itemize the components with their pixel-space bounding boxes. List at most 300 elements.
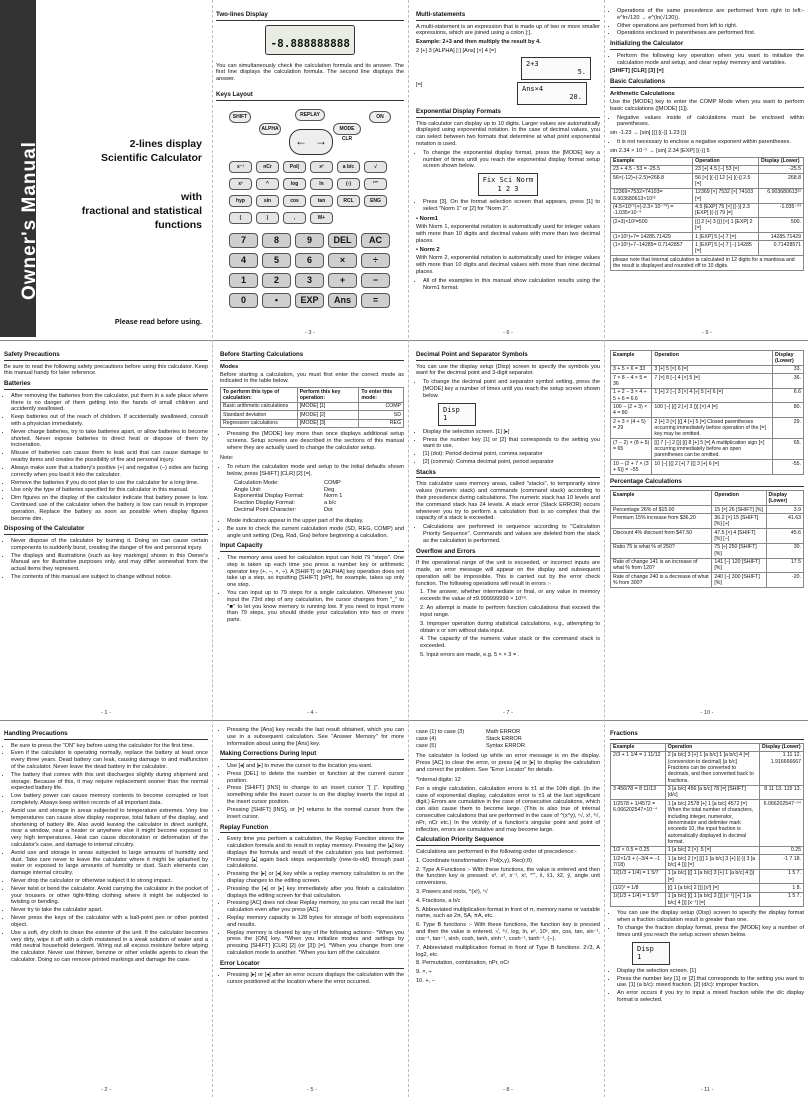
- display-line-2: 1: [443, 414, 448, 423]
- table-row: [611, 439, 804, 460]
- table-cell: 10 − {2 + 7 × (3 + 6)} = −55: [611, 460, 652, 475]
- function-key[interactable]: a b/c: [337, 161, 360, 173]
- table-header-cell: To perform this type of calculation:: [221, 388, 298, 403]
- table-cell: 7 × 8 − 4 × 5 = 36: [611, 374, 652, 389]
- paragraph: For a single calculation, calculation errors is ±1 at the 10th digit. (In the case of exponential display, calculation error is ±1 at the last significant digit.) Errors are cumulative in the case of consecutive calculations, which can also cause them to become large. (This is also true of internal consecutive calculations that are performed in the case of ^(x^y), ˣ√, x!, ³√, nPr, nCr etc.) In the vicinity of a function's singular point and point of inflection, errors are cumulative and may become large.: [416, 785, 600, 833]
- page-10: [608, 348, 806, 720]
- defaults-list: [234, 480, 404, 514]
- bullet: • Even if the calculator is operating normally, replace the battery at least once every three years. Dead battery can leak, causing damage to and malfunction of the calculator. Never leave the dead battery in the calculator.: [11, 750, 208, 770]
- bullet: • Press the number key [1] or [2] that corresponds to the setting you want to use.: [423, 437, 600, 451]
- function-key[interactable]: ^: [256, 178, 279, 190]
- section-heading: Handling Precautions: [4, 730, 208, 740]
- table-cell: 10 [−] [(] 2 [+] 7 [(] 3 [+] 6 [=]: [652, 460, 773, 475]
- number-key[interactable]: 1: [229, 273, 258, 288]
- bullet: • Avoid use and storage in areas subjected to large amounts of humidity and dust. Take care never to leave the calculator where it might be splashed by water or exposed to large amounts of humidity or dust. Such elements can damage internal circuitry.: [11, 850, 208, 877]
- cover-title-line: 2-lines display: [129, 138, 202, 150]
- key-2[interactable]: REPLAY: [295, 109, 325, 121]
- function-key[interactable]: ln: [310, 178, 333, 190]
- display-screen: [517, 82, 587, 105]
- display-line-2: 5.: [577, 68, 586, 77]
- key-3[interactable]: MODE CLR: [333, 123, 361, 135]
- function-key[interactable]: (: [229, 212, 252, 224]
- page-number: - 3 -: [305, 330, 315, 337]
- section-heading: Replay Function: [220, 824, 404, 834]
- table-row: [611, 460, 804, 475]
- table-row: [611, 884, 804, 892]
- case-error: Stack ERROR: [486, 735, 522, 742]
- table-row: [611, 233, 804, 241]
- default-setting: [234, 493, 404, 500]
- table-row: [611, 241, 804, 256]
- arrow-right-icon: →: [315, 133, 327, 148]
- bullet: • Pressing the [▸] or [◂] key while a replay memory calculation is on the display changes to the editing screen.: [227, 871, 404, 885]
- page-number: - 10 -: [700, 710, 714, 717]
- table-header-cell: Display (Lower): [758, 157, 803, 165]
- table-row: [611, 374, 804, 389]
- table-cell: 7 [×] 8 [−] 4 [×] 5 [=]: [652, 374, 773, 389]
- default-setting: [234, 500, 404, 507]
- bullet: • Calculations are performed in sequence according to "Calculation Priority Sequence". Commands and values are deleted from the stack as the calculation is performed.: [423, 524, 600, 544]
- function-key[interactable]: Pol(: [283, 161, 306, 173]
- number-key[interactable]: ×: [328, 253, 357, 268]
- function-key[interactable]: tan: [310, 195, 333, 207]
- table-cell: 1 5 7.: [759, 892, 803, 907]
- number-key[interactable]: Ans: [328, 293, 357, 308]
- table-row: [611, 869, 804, 884]
- page-6: [414, 8, 602, 340]
- table-row: [611, 418, 804, 439]
- table-header-cell: Example: [611, 491, 712, 506]
- sub-heading: *Internal digits: 12: [416, 776, 461, 783]
- function-key[interactable]: sin: [256, 195, 279, 207]
- case-error: Syntax ERROR: [486, 742, 525, 749]
- section-heading: Calculation Priority Sequence: [416, 836, 600, 846]
- section-heading: Safety Precautions: [4, 351, 208, 361]
- sub-heading: Modes: [220, 363, 239, 370]
- table-cell: 1 11 12. 1.916666667: [759, 751, 803, 785]
- page-2: [2, 727, 210, 1097]
- table-row: [611, 800, 804, 846]
- number-key[interactable]: 8: [262, 233, 291, 248]
- function-key[interactable]: nCr: [256, 161, 279, 173]
- table-header-cell: Operation: [665, 743, 759, 751]
- page-number: - 2 -: [101, 1087, 111, 1094]
- display-screen: [438, 403, 476, 426]
- bullet: • Never press the keys of the calculator with a ball-point pen or other pointed object.: [11, 915, 208, 929]
- bullet: • Pressing the [◂] or [▸] key immediately after you finish a calculation displays the editing screen for that calculation.: [227, 886, 404, 900]
- table-cell: (1/2)³ = 1/8: [611, 884, 666, 892]
- table-cell: COMP: [359, 402, 404, 410]
- paragraph: The calculator is locked up while an error message is on the display. Press [AC] to clear the error, or press [◂] or [▸] to display the calculation and correct the problem. See "Error Locator" for details.: [416, 753, 600, 774]
- table-cell: 12369×7532×74103= 6.903680613×10¹²: [611, 188, 693, 203]
- bullet: • Perform the following key operation when you want to initialize the calculation mode and setup, and clear replay memory and variables.: [617, 53, 804, 67]
- bullet: • The battery that comes with this unit discharges slightly during shipment and storage. Because of this, it may require replacement sooner than the normal expected battery life.: [11, 772, 208, 792]
- table-cell: SD: [359, 411, 404, 419]
- error-case: [416, 729, 600, 736]
- table-row: [611, 188, 804, 203]
- table-header-cell: To enter this mode:: [359, 388, 404, 403]
- priority-item: 2. Type A Functions :- With these functions, the value is entered and then the function key is pressed: x³, x², x⁻¹, x!, °'", x̂, x̂1, x̂2, ŷ, angle unit conversions.: [416, 866, 600, 887]
- bullet: • Low battery power can cause memory contents to become corrupted or lost completely. Always keep written records of all important data.: [11, 793, 208, 807]
- table-cell: Percentage 26% of $15.00: [611, 506, 712, 514]
- key-sequence: [=]: [416, 81, 423, 88]
- page-7: [414, 348, 602, 720]
- function-key[interactable]: ENG: [364, 195, 387, 207]
- keys-layout-diagram: [225, 105, 395, 315]
- display-line-1: Ans×4: [522, 84, 544, 93]
- table-row: [611, 892, 804, 907]
- table-header-cell: Display (Lower): [759, 743, 803, 751]
- table-cell: (4.5×10⁷⁵)×(-2.3× 10⁻⁷⁹) = -1.035×10⁻³: [611, 203, 693, 218]
- mode-table: [220, 387, 404, 428]
- display-line-2: 20.: [569, 93, 582, 102]
- number-key[interactable]: 5: [262, 253, 291, 268]
- table-row: [611, 165, 804, 173]
- number-key[interactable]: 9: [295, 233, 324, 248]
- percentage-table: [610, 490, 804, 587]
- number-key[interactable]: DEL: [328, 233, 357, 248]
- bullet: • Press the number key [1] or [2] that corresponds to the setting you want to use. [1] (a b/c): mixed fraction. [2] (d/c): improper fraction.: [617, 976, 804, 990]
- display-line-1: Disp: [443, 405, 460, 414]
- setup-screen: [632, 942, 804, 965]
- table-cell: 1/2578 + 1/4572 = 6.066202547×10⁻⁴: [611, 800, 666, 846]
- table-cell: [MODE] [3]: [297, 419, 359, 427]
- priority-item: 4. Fractions, a b/c: [416, 897, 461, 904]
- bullet: • You can use the display setup (Disp) screen to specify the display format when a fraction calculation result is greater than one.: [617, 910, 804, 924]
- bullet: • Replay memory capacity is 128 bytes for storage of both expressions and results.: [227, 915, 404, 929]
- function-key[interactable]: √: [364, 161, 387, 173]
- function-key[interactable]: RCL: [337, 195, 360, 207]
- table-row: [611, 403, 804, 418]
- table-cell: (7 − 2) × (8 + 5) = 65: [611, 439, 652, 460]
- number-key[interactable]: 2: [262, 273, 291, 288]
- bullet: • Use a soft, dry cloth to clean the exterior of the unit. If the calculator becomes very dirty, wipe it off with a cloth moistened in a weak solution of water and a mild neutral household detergent. Wring out all excess moisture before wiping the calculator. Never use thinner, benzine or other volatile agents to clean the calculator. Doing so can remove printed markings and damage the case.: [11, 930, 208, 964]
- bullet: • Negative values inside of calculations must be enclosed within parentheses.: [617, 115, 804, 129]
- table-cell: 56 [×] [(-)] 12 [÷] [(-)] 2.5 [=]: [693, 174, 759, 189]
- bullet: • The contents of this manual are subject to change without notice.: [11, 574, 208, 581]
- section-heading: Making Corrections During Input: [220, 750, 404, 760]
- error-item: 3. Improper operation during statistical calculations, e.g., attempting to obtain x or xσn without data input.: [420, 620, 600, 634]
- bullet: • Avoid use and storage in areas subjected to temperature extremes. Very low temperatures can cause slow display response, total failure of the display, and shortening of battery life. Also avoid leaving the calculator in direct sunlight, near a window, near a heater or anywhere else it might become exposed to very high temperatures. Heat can cause discoloration or deformation of the calculator's case, and damage to internal circuitry.: [11, 808, 208, 849]
- page-4: [218, 348, 406, 720]
- setting-value: Deg: [324, 486, 335, 493]
- section-heading: Basic Calculations: [610, 78, 804, 88]
- bullet: • Display the selection screen. [1] [▸]: [423, 429, 600, 436]
- section-heading: Initializing the Calculator: [610, 40, 804, 50]
- table-row: [221, 402, 404, 410]
- cover-subtitle-line: fractional and statistical: [81, 205, 202, 218]
- bullet: • Mode indicators appear in the upper part of the display.: [227, 518, 404, 525]
- table-cell: Rate of change 141 is an increase of what % from 120?: [611, 558, 712, 573]
- bullet: • Pressing [SHIFT] [INS], or [=] returns to the normal cursor from the insert cursor.: [227, 807, 404, 821]
- function-key[interactable]: ): [256, 212, 279, 224]
- page-5: [218, 727, 406, 1097]
- bullet: • Remove the batteries if you do not plan to use the calculator for a long time.: [11, 480, 208, 487]
- arithmetic-table: [610, 157, 804, 271]
- table-row: [611, 751, 804, 785]
- case-error: Math ERROR: [486, 729, 521, 735]
- cover-spine: [0, 0, 40, 337]
- function-key[interactable]: °'": [364, 178, 387, 190]
- table-cell: 56×(-12)÷(-2.5)=268.8: [611, 174, 693, 189]
- column-divider: [604, 0, 605, 1097]
- table-cell: 2 + 3 × (4 + 5) = 29: [611, 418, 652, 439]
- table-cell: 3 [a b/c] 456 [a b/c] 78 [=] [SHIFT] [d/c]: [665, 785, 759, 800]
- bullet: • To change the fraction display format, press the [MODE] key a number of times until you reach the setup screen shown below.: [617, 925, 804, 939]
- function-key[interactable]: cos: [283, 195, 306, 207]
- bullet: • Dim figures on the display of the calculator indicate that battery power is low. Continued use of the calculator when the battery is low can result in improper operation. Replace the battery as soon as possible when display figures become dim.: [11, 495, 208, 522]
- bullet: • Keep batteries out of the reach of children. If accidentally swallowed, consult with a physician immediately.: [11, 414, 208, 428]
- section-heading: Percentage Calculations: [610, 478, 804, 488]
- bullet: • To return the calculation mode and setup to the initial defaults shown below, press [SHIFT] [CLR] [2] [=].: [227, 464, 404, 478]
- table-row: [221, 411, 404, 419]
- table-row: [611, 174, 804, 189]
- number-key[interactable]: 4: [229, 253, 258, 268]
- table-row: [611, 203, 804, 218]
- sub-heading: • Norm1: [416, 215, 439, 222]
- case-label: case (5): [416, 742, 437, 749]
- table-cell: 23 [+] 4.5 [−] 53 [=]: [693, 165, 759, 173]
- table-cell: 1/2×1/3 + (−3/4 = −1 7/18): [611, 855, 666, 870]
- section-heading: Input Capacity: [220, 542, 404, 552]
- table-cell: 75 [÷] 250 [SHIFT] [%]: [712, 543, 766, 558]
- table-header-cell: Operation: [712, 491, 766, 506]
- number-key[interactable]: 0: [229, 293, 258, 308]
- table-cell: Basic arithmetic calculations: [221, 402, 298, 410]
- bullet: • Pressing [▸] or [◂] after an error occurs displays the calculation with the cursor positioned at the location where the error occurred.: [227, 972, 404, 986]
- bullet: • After removing the batteries from the calculator, put them in a safe place where there is no danger of them getting into the hands of small children and accidently swallowed.: [11, 393, 208, 413]
- number-key[interactable]: +: [328, 273, 357, 288]
- table-cell: Regression calculations: [221, 419, 298, 427]
- bullet: • An error occurs if you try to input a mixed fraction while the d/c display format is selected.: [617, 990, 804, 1004]
- priority-item: 7. Abbreviated multiplication format in front of Type B functions: 2√3, A log2, etc.: [416, 944, 600, 958]
- function-key[interactable]: x²: [229, 178, 252, 190]
- table-cell: 45.6: [766, 529, 803, 544]
- table-cell: 36.2 [×] 15 [SHIFT] [%] [+]: [712, 514, 766, 529]
- table-cell: 3 + 5 × 6 = 33: [611, 365, 652, 373]
- number-key[interactable]: −: [361, 273, 390, 288]
- table-cell: 1 8.: [759, 884, 803, 892]
- table-cell: 80.: [773, 403, 804, 418]
- table-cell: 15 [×] 26 [SHIFT] [%]: [712, 506, 766, 514]
- table-cell: (2+3)×10²=500: [611, 218, 693, 233]
- table-cell: 1 [a b/c] [(] 1 [a b/c] 3 [+] 1 [a b/c] 4 [)] [=]: [665, 869, 759, 884]
- table-cell: 141 [−] 120 [SHIFT] [%]: [712, 558, 766, 573]
- table-header-cell: Display (Lower): [766, 491, 803, 506]
- display-example: [416, 82, 600, 105]
- bullet: • Display the selection screen. [1]: [617, 968, 804, 975]
- table-cell: (1×10⁵)÷7−14285= 0.7142857: [611, 241, 693, 256]
- table-cell: [MODE] [2]: [297, 411, 359, 419]
- page-11: [608, 727, 806, 1097]
- cover-page: [0, 0, 212, 340]
- page-3: [214, 8, 406, 340]
- error-item: 1. The answer, whether intermediate or final, or any value in memory exceeds the value of ±9.999999999 × 10⁹⁹.: [420, 589, 600, 603]
- function-key[interactable]: hyp: [229, 195, 252, 207]
- table-row: [611, 365, 804, 373]
- table-cell: 4.5 [EXP] 75 [×] [(-)] 2.3 [EXP] [(-)] 79 [=]: [693, 203, 759, 218]
- error-case: [416, 743, 600, 750]
- page-8: [414, 727, 602, 1097]
- example-line: sin -1.23 → [sin] [(] [(-)] 1.23 [)]: [610, 130, 687, 137]
- bullet: • It is not necessary to enclose a negative exponent within parentheses.: [617, 139, 804, 146]
- table-cell: 29.: [773, 418, 804, 439]
- number-key[interactable]: 6: [295, 253, 324, 268]
- section-heading: Decimal Point and Separator Symbols: [416, 351, 600, 361]
- bullet: • Pressing [AC] does not clear Replay memory, so you can recall the last calculation even after you press [AC].: [227, 900, 404, 914]
- table-cell: (1×10⁵)÷7= 14285.71429: [611, 233, 693, 241]
- page-1: [2, 348, 210, 720]
- paragraph: Calculations are performed in the following order of precedence:-: [416, 848, 577, 855]
- paragraph: This calculator uses memory areas, called "stacks", to temporarily store values (numeric stack) and commands (command stack) according to their precedence during calculations. The numeric stack has 10 levels and the command stack has 24 levels. A stack error (Stack ERROR) occurs whenever you try to perform a calculation that is so complex that the capacity of a stack is exceeded.: [416, 481, 600, 522]
- bullet: • Other operations are performed from left to right.: [617, 23, 804, 30]
- function-key[interactable]: ,: [283, 212, 306, 224]
- number-key[interactable]: •: [262, 293, 291, 308]
- table-row: [221, 419, 404, 427]
- setting-value: COMP: [324, 479, 341, 486]
- paragraph: A multi-statement is an expression that is made up of two or more smaller expressions, which are joined using a colon [:].: [416, 23, 600, 37]
- table-cell: 500.: [758, 218, 803, 233]
- table-cell: REG: [359, 419, 404, 427]
- case-label: case (1) to case (3): [416, 729, 465, 735]
- table-cell: 1 [EXP] 5 [÷] 7 [=]: [693, 233, 759, 241]
- arrow-left-icon: ←: [295, 133, 307, 148]
- table-row: [611, 785, 804, 800]
- display-screen: [521, 57, 591, 80]
- priority-item: 6. Type B functions :- With these functions, the function key is pressed and then the value is entered. √, ³√, log, ln, eˣ, 10ˣ, sin, cos, tan, sin⁻¹, cos⁻¹, tan⁻¹, sinh, cosh, tanh, sinh⁻¹, cosh⁻¹, tanh⁻¹, (−).: [416, 922, 600, 942]
- table-cell: -20.: [766, 573, 803, 588]
- paragraph: Be sure to read the following safety precautions before using this calculator. Keep this manual handy for later reference.: [4, 363, 208, 377]
- row-divider: [0, 340, 808, 341]
- bullet: • To change the decimal point and separator symbol setting, press the [MODE] key a number of times until you reach the setup screen shown below.: [423, 379, 600, 399]
- table-cell: 1 [a b/c] 2 [×] .5 [=]: [665, 846, 759, 854]
- bullet: • [2] (comma): Comma decimal point, period separator: [423, 459, 600, 466]
- number-key[interactable]: AC: [361, 233, 390, 248]
- bullet: • To change the exponential display format, press the [MODE] key a number of times until you reach the exponential display format setup screen shown below.: [423, 150, 600, 170]
- lcd-display: [265, 25, 355, 55]
- page-number: - 8 -: [503, 1087, 513, 1094]
- table-header-cell: Perform this key operation:: [297, 388, 359, 403]
- bullet: • Operations enclosed in parentheses are performed first.: [617, 30, 804, 37]
- bullet: • All of the examples in this manual show calculation results using the Norm1 format.: [423, 278, 600, 292]
- bullet: • Replay memory is cleared by any of the following actions:- *When you press the [ON] key. *When you initialize modes and settings by pressing [SHIFT] [CLR] [2] (or [3]) [=]. *When you change from one calculation mode to another. *When you turn off the calculator.: [227, 930, 404, 957]
- function-key[interactable]: x³: [310, 161, 333, 173]
- bullet: • Press [DEL] to delete the number or function at the current cursor position.: [227, 771, 404, 785]
- key-4[interactable]: ON: [369, 111, 391, 123]
- page-9: [608, 8, 806, 340]
- table-cell: 14285.71429: [758, 233, 803, 241]
- table-cell: [(] 2 [+] 3 [)] [×] 1 [EXP] 2 [=]: [693, 218, 759, 233]
- paragraph: Before starting a calculation, you must first enter the correct mode as indicated in the table below.: [220, 371, 404, 385]
- table-cell: 3.9: [766, 506, 803, 514]
- number-key[interactable]: 7: [229, 233, 258, 248]
- display-line-2: 1 2 3: [497, 184, 519, 193]
- page-number: - 5 -: [307, 1087, 317, 1094]
- table-cell: 1 5 7.: [759, 869, 803, 884]
- table-row: [611, 218, 804, 233]
- paragraph: With Norm 2, exponential notation is automatically used for integer values with more than 10 digits and decimal values with more than nine decimal places.: [416, 255, 600, 276]
- page-number: - 1 -: [101, 710, 111, 717]
- table-note: please note that internal calculation is calculated in 12 digits for a mantissa and the result is displayed and rounded off to 10 digits.: [611, 256, 804, 271]
- paragraph: This calculator can display up to 10 digits. Larger values are automatically displayed using exponential notation. In the case of decimal values, you can select between two formats that determine at what point exponential notation is used.: [416, 120, 600, 147]
- key-0[interactable]: SHIFT: [229, 111, 251, 123]
- bullet: • Never twist or bend the calculator. Avoid carrying the calculator in the pocket of your trousers or other tight-fitting clothing where it might be subjected to twisting or bending.: [11, 886, 208, 906]
- setting-name: Decimal Point Character:: [234, 507, 297, 514]
- number-key[interactable]: EXP: [295, 293, 324, 308]
- table-cell: -25.5: [758, 165, 803, 173]
- number-key[interactable]: 3: [295, 273, 324, 288]
- lcd-digits: -8.888888888: [270, 37, 350, 51]
- table-cell: -55.: [773, 460, 804, 475]
- table-cell: 8 11 13. 115 13.: [759, 785, 803, 800]
- error-list: [420, 589, 600, 658]
- section-heading: Exponential Display Formats: [416, 108, 600, 118]
- table-cell: 1 [a b/c] 2578 [+] 1 [a b/c] 4572 [=] When the total number of characters, including integer, numerator, denominator and delimiter mark exceeds 10, the input fraction is automatically displayed in decimal format.: [665, 800, 759, 846]
- section-heading: Disposing of the Calculator: [4, 525, 208, 535]
- table-cell: 2 [+] 3 [×] [(] 4 [+] 5 [=] Closed parentheses occurring immediately before operation of the [=] key may be omitted.: [652, 418, 773, 439]
- table-cell: 1 + 2 − 3 × 4 ÷ 5 + 6 = 6.6: [611, 388, 652, 403]
- number-key[interactable]: =: [361, 293, 390, 308]
- table-header-cell: Operation: [693, 157, 759, 165]
- table-row: [611, 543, 804, 558]
- table-cell: 41.63: [766, 514, 803, 529]
- default-setting: [234, 507, 404, 514]
- function-key[interactable]: (-): [337, 178, 360, 190]
- table-cell: Premium 15% increase from $36.20: [611, 514, 712, 529]
- priority-item: 3. Powers and roots, ^(xʸ), ˣ√: [416, 889, 488, 895]
- table-row: [611, 514, 804, 529]
- bullet: • Never try to take the calculator apart.: [11, 907, 208, 914]
- bullet: • Pressing the [Ans] key recalls the last result obtained, which you can use in a subsequent calculation. See "Answer Memory" for more information about using the [Ans] key.: [227, 727, 404, 747]
- paragraph: You can use the display setup (Disp) screen to specify the symbols you want for the decimal point and 3-digit separator.: [416, 363, 600, 377]
- note-label: Note:: [220, 455, 234, 462]
- setting-value: a b/c: [324, 500, 337, 507]
- priority-item: 9. ×, ÷: [416, 969, 432, 976]
- table-row: [611, 573, 804, 588]
- cover-subtitle-block: [82, 190, 202, 233]
- table-cell: 47.5 [×] 4 [SHIFT] [%] [−]: [712, 529, 766, 544]
- bullet: • Always make sure that a battery's positive (+) and negative (–) sides are facing correctly when you load it into the calculator.: [11, 465, 208, 479]
- paragraph: Use the [MODE] key to enter the COMP Mode when you want to perform basic calculations ([MODE] [1]).: [610, 98, 804, 112]
- table-header-cell: Operation: [652, 351, 773, 366]
- setup-screen: [438, 403, 600, 426]
- section-heading: Multi-statements: [416, 11, 600, 21]
- number-key[interactable]: ÷: [361, 253, 390, 268]
- setting-value: Norm 1: [324, 493, 343, 500]
- table-cell: 1 [a b/c] [(] 1 [a b/c] 3 [)] [x⁻¹] [+] 1 [a b/c] 4 [)] [x⁻¹] [=]: [665, 892, 759, 907]
- bullet: • The memory area used for calculation input can hold 79 "steps". One step is taken up each time you press a number key or arithmetic operator key (+, −, ×, ÷). A [SHIFT] or [ALPHA] key operation does not take up a step, so inputting [SHIFT] [nPr], for example, takes up only one step.: [227, 555, 404, 589]
- key-1[interactable]: ALPHA: [259, 123, 281, 135]
- table-cell: Ratio 75 is what % of 250?: [611, 543, 712, 558]
- error-item: 4. The capacity of the numeric value stack or the command stack is exceeded.: [420, 636, 600, 650]
- function-key[interactable]: log: [283, 178, 306, 190]
- cover-subtitle-line: functions: [154, 219, 202, 232]
- bullet: • Never drop the calculator or otherwise subject it to strong impact.: [11, 878, 208, 885]
- page-number: - 11 -: [700, 1087, 714, 1094]
- table-cell: 65.: [773, 439, 804, 460]
- display-line-2: 1: [637, 953, 642, 962]
- spine-title: Owner's Manual: [19, 141, 40, 300]
- section-heading: Stacks: [416, 469, 600, 479]
- function-key[interactable]: M+: [310, 212, 333, 224]
- priority-item: 8. Permutation, combination, nPr, nCr: [416, 960, 510, 967]
- bullet: • You can input up to 79 steps for a single calculation. Whenever you input the 73rd step of any calculation, the cursor changes from "_" to "■" to let you know memory is running low. If you need to input more than 79 steps, you should divide your calculation into two or more parts.: [227, 590, 404, 624]
- table-cell: 3 456/78 = 8 11/13: [611, 785, 666, 800]
- section-heading: Before Starting Calculations: [220, 351, 404, 361]
- table-cell: 1 [EXP] 5 [÷] 7 [−] 14285 [=]: [693, 241, 759, 256]
- error-item: 5. Input errors are made, e.g. 5 × × 3 = .: [420, 651, 520, 658]
- function-key[interactable]: x⁻¹: [229, 161, 252, 173]
